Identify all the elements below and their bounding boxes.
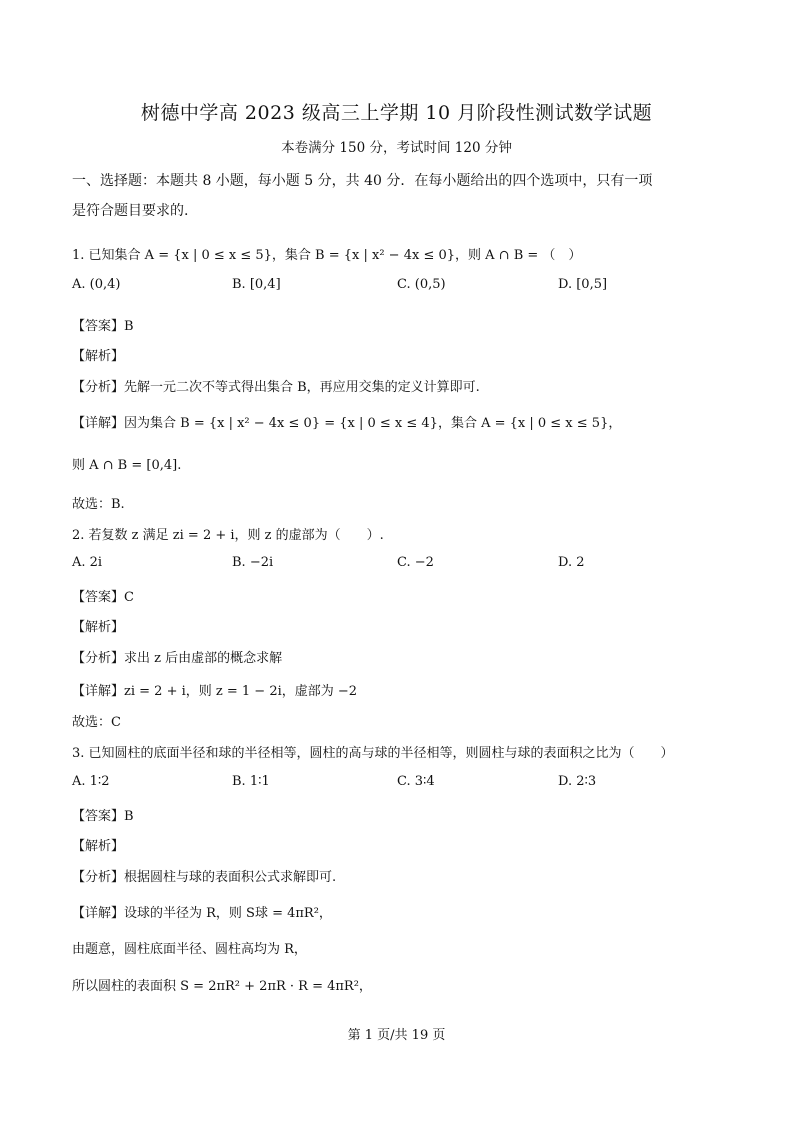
page-footer: 第 1 页/共 19 页 [347, 1028, 446, 1043]
question-3-stem: 3. 已知圆柱的底面半径和球的半径相等，圆柱的高与球的半径相等，则圆柱与球的表面积之比为（ ） [72, 746, 674, 761]
q1-answer: 【答案】B [72, 319, 134, 334]
q3-line3: 所以圆柱的表面积 S = 2πR² + 2πR · R = 4πR²， [72, 979, 372, 994]
exam-subtitle: 本卷满分 150 分，考试时间 120 分钟 [281, 140, 512, 156]
q1-option-c: C. (0,5) [397, 277, 446, 292]
q2-answer: 【答案】C [72, 590, 134, 605]
section-heading-line1: 一、选择题：本题共 8 小题，每小题 5 分，共 40 分．在每小题给出的四个选项中，只有一项 [72, 173, 653, 189]
question-1-stem: 1. 已知集合 A = {x | 0 ≤ x ≤ 5}，集合 B = {x | x² − 4x ≤ 0}，则 A ∩ B = （ ） [72, 248, 582, 263]
q2-xiangjie: 【详解】zi = 2 + i，则 z = 1 − 2i，虚部为 −2 [72, 684, 358, 699]
q3-analysis-label: 【解析】 [72, 839, 125, 854]
q1-analysis-label: 【解析】 [72, 349, 125, 364]
q3-option-d: D. 2∶3 [558, 774, 597, 789]
q2-option-c: C. −2 [397, 555, 434, 570]
q3-option-a: A. 1∶2 [72, 774, 110, 789]
q3-answer: 【答案】B [72, 809, 134, 824]
q3-option-c: C. 3∶4 [397, 774, 435, 789]
q1-choose: 故选：B. [72, 497, 125, 512]
q1-option-a: A. (0,4) [72, 277, 121, 292]
q2-option-b: B. −2i [232, 555, 274, 570]
q3-line2: 由题意，圆柱底面半径、圆柱高均为 R， [72, 942, 307, 957]
q3-fenxi: 【分析】根据圆柱与球的表面积公式求解即可. [72, 870, 337, 885]
q1-xiangjie-line2: 则 A ∩ B = [0,4]. [72, 458, 182, 473]
question-2-stem: 2. 若复数 z 满足 zi = 2 + i，则 z 的虚部为（ ）. [72, 528, 384, 543]
q2-option-a: A. 2i [72, 555, 103, 570]
q2-option-d: D. 2 [558, 555, 585, 570]
page-title: 树德中学高 2023 级高三上学期 10 月阶段性测试数学试题 [140, 102, 653, 124]
section-heading-line2: 是符合题目要求的. [72, 203, 189, 219]
q1-xiangjie: 【详解】因为集合 B = {x | x² − 4x ≤ 0} = {x | 0 ≤ x ≤ 4}，集合 A = {x | 0 ≤ x ≤ 5}， [72, 416, 622, 431]
q1-option-b: B. [0,4] [232, 277, 281, 292]
q1-option-d: D. [0,5] [558, 277, 608, 292]
q2-choose: 故选：C [72, 715, 121, 730]
q3-option-b: B. 1∶1 [232, 774, 270, 789]
q1-fenxi: 【分析】先解一元二次不等式得出集合 B，再应用交集的定义计算即可. [72, 380, 480, 395]
q2-fenxi: 【分析】求出 z 后由虚部的概念求解 [72, 651, 283, 666]
q2-analysis-label: 【解析】 [72, 620, 125, 635]
q3-xiangjie: 【详解】设球的半径为 R，则 S球 = 4πR²， [72, 906, 332, 921]
